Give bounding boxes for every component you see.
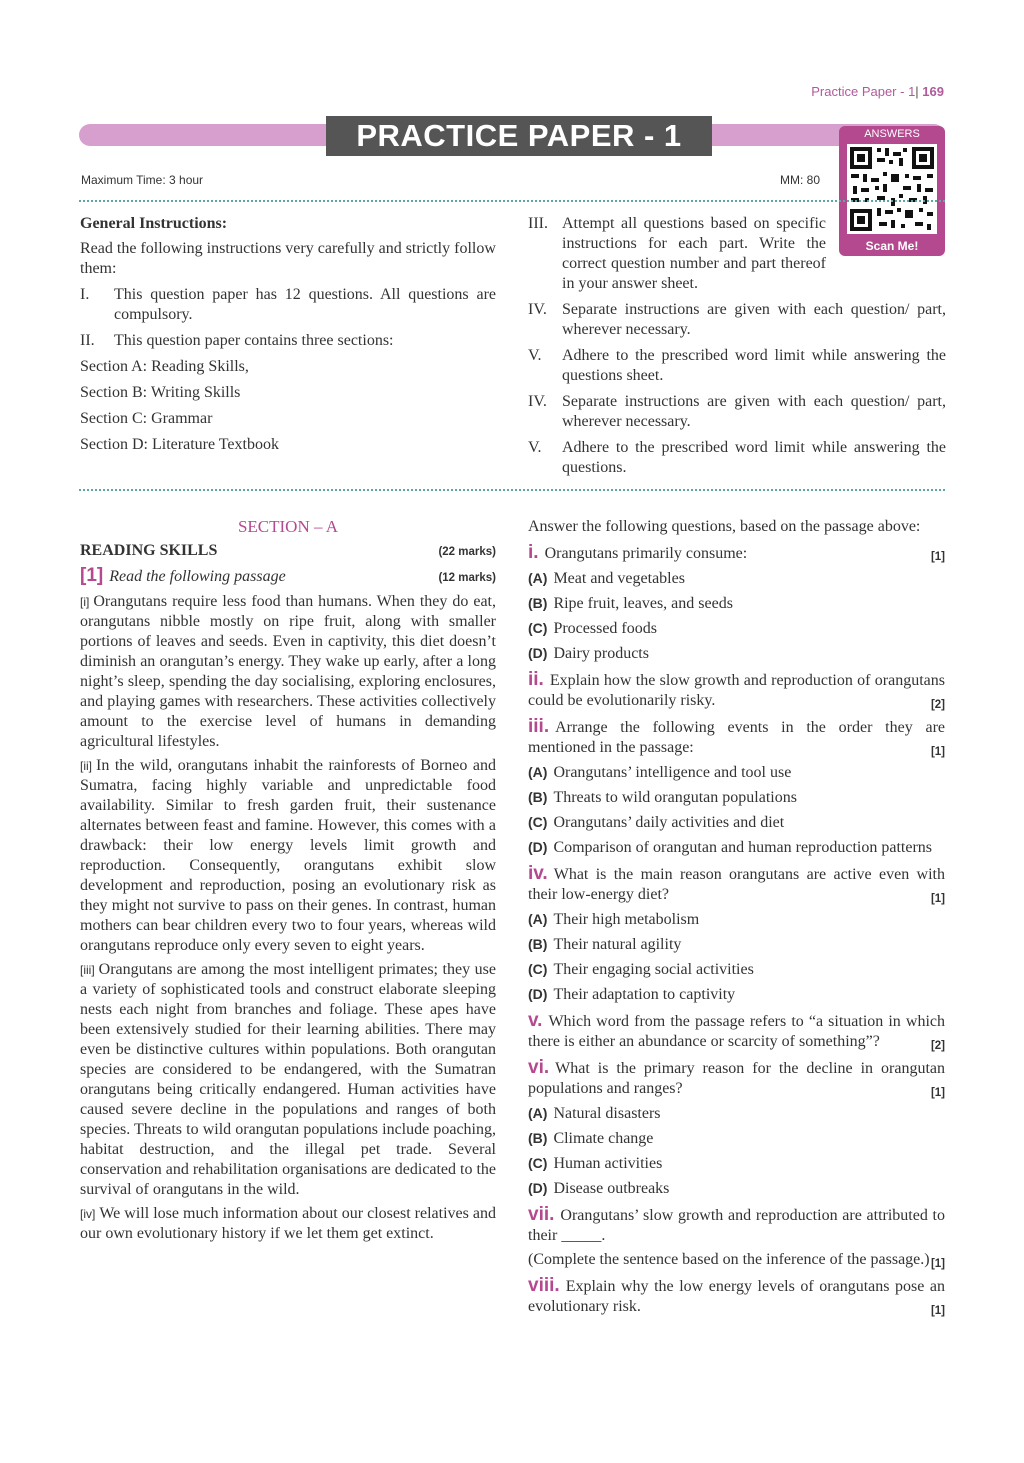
option-text: Their engaging social activities <box>553 961 754 978</box>
option[interactable] <box>528 643 945 664</box>
paragraph-tag: [iii] <box>80 963 95 977</box>
instruction-text: Separate instructions are given with each question/ part, wherever necessary. <box>562 393 946 430</box>
instruction-item <box>528 300 946 340</box>
passage-paragraph <box>80 960 496 1200</box>
option-text: Orangutans’ intelligence and tool use <box>553 764 792 781</box>
option-letter: (D) <box>528 1180 548 1196</box>
instruction-text: This question paper contains three sections: <box>114 332 394 349</box>
running-separator: | <box>915 84 923 99</box>
passage-column <box>80 517 496 1248</box>
paragraph-text: In the wild, orangutans inhabit the rainforests of Borneo and Sumatra, facing highly variable and unpredictable food availability. Similar to fresh garden fruit, their sustenance alternates between feast and famine. However, this comes with a drawback: their low energy levels limit growth and reproduction. Consequently, orangutans exhibit slow development and reproduction, posing an evolutionary risk as they might not survive to pass on their genes. In contrast, human mothers can bear children every two to four years, whereas wild orangutans reproduce only every seven to eight years. <box>80 757 496 954</box>
question-number: v. <box>528 1010 543 1031</box>
option-letter: (A) <box>528 1105 548 1121</box>
question-item <box>528 1058 945 1099</box>
instruction-number: V. <box>528 439 542 456</box>
question-text: Orangutans’ slow growth and reproduction are attributed to their _____. <box>528 1207 945 1244</box>
option-text: Comparison of orangutan and human reproduction patterns <box>553 839 933 856</box>
question-number: vii. <box>528 1204 555 1225</box>
passage-paragraph <box>80 756 496 956</box>
section-list-item: Section D: Literature Textbook <box>80 436 279 453</box>
question-number: iii. <box>528 716 550 737</box>
question-note <box>528 1250 945 1270</box>
instruction-text: Adhere to the prescribed word limit while answering the questions sheet. <box>562 347 946 384</box>
question-text: What is the main reason orangutans are active even with their low-energy diet? <box>528 866 945 903</box>
option-letter: (D) <box>528 645 548 661</box>
max-marks: MM: 80 <box>780 173 821 187</box>
general-instructions-right <box>528 214 946 484</box>
paragraph-text: Orangutans are among the most intelligent primates; they use a variety of sophisticated tools and construct elaborate sleeping nests each night from branches and foliage. These apes have been extensively studied for their learning abilities. There may even be distinctive cultures within populations. Both orangutan species are considered to be endangered, with the Sumatran orangutans being critically endangered. Human activities have caused severe decline in the populations and ranges of both species. Threats to wild orangutan populations include poaching, habitat destruction, and the illegal pet trade. Several conservation and rehabilitation organisations are dedicated to the survival of orangutans in the wild. <box>80 961 497 1198</box>
option-text: Climate change <box>553 1130 654 1147</box>
instruction-number: III. <box>528 215 548 232</box>
running-head <box>811 84 944 99</box>
question-note-text: (Complete the sentence based on the inference of the passage.) <box>528 1251 930 1268</box>
page-number: 169 <box>922 84 944 99</box>
question-1-text: Read the following passage <box>109 568 286 585</box>
paragraph-tag: [iv] <box>80 1207 96 1221</box>
option-letter: (B) <box>528 595 548 611</box>
option[interactable] <box>528 909 945 930</box>
option-text: Their natural agility <box>553 936 682 953</box>
question-marks: [1] <box>930 746 945 758</box>
question-number: iv. <box>528 863 548 884</box>
divider-middle <box>79 489 945 491</box>
question-marks: [1] <box>930 893 945 905</box>
divider-top <box>79 200 945 202</box>
question-item <box>528 1276 945 1317</box>
option-text: Meat and vegetables <box>553 570 685 587</box>
instruction-text: Attempt all questions based on specific instructions for each part. Write the correct question number and part thereof in your answer sheet. <box>562 215 826 292</box>
instruction-number: IV. <box>528 393 547 410</box>
option[interactable] <box>528 618 945 639</box>
instruction-item <box>80 331 496 351</box>
paragraph-text: We will lose much information about our closest relatives and our own evolutionary history if we let them get extinct. <box>80 1205 496 1242</box>
instruction-item <box>528 438 946 478</box>
option-text: Their adaptation to captivity <box>553 986 736 1003</box>
questions-column <box>528 517 945 1321</box>
question-1-number: [1] <box>80 565 104 586</box>
question-item <box>528 1011 945 1052</box>
paragraph-tag: [ii] <box>80 759 92 773</box>
question-marks: [2] <box>930 1040 945 1052</box>
option-text: Ripe fruit, leaves, and seeds <box>553 595 733 612</box>
option-text: Processed foods <box>553 620 657 637</box>
option[interactable] <box>528 1153 945 1174</box>
question-item <box>528 670 945 711</box>
option[interactable] <box>528 762 945 783</box>
instruction-number: IV. <box>528 301 547 318</box>
paragraph-text: Orangutans require less food than humans. When they do eat, orangutans nibble mostly on ripe fruit, along with smaller portions of leaves and seeds. Even in captivity, this diet doesn’t diminish an orangutan’s energy. They wake up early, after a long night’s sleep, spending the day socialising, exploring enclosures, and playing games with researchers. These activities collectively amount to the exercise level of humans in demanding agricultural lifestyles. <box>80 593 496 750</box>
section-list-item: Section A: Reading Skills, <box>80 358 249 375</box>
passage-paragraph <box>80 1204 496 1244</box>
option-letter: (C) <box>528 620 548 636</box>
option[interactable] <box>528 787 945 808</box>
question-marks: [2] <box>930 699 945 711</box>
reading-skills-heading: READING SKILLS <box>80 542 218 559</box>
question-marks: [1] <box>930 1258 945 1270</box>
instructions-heading: General Instructions: <box>80 215 228 232</box>
section-list-item: Section B: Writing Skills <box>80 384 241 401</box>
option-text: Natural disasters <box>553 1105 661 1122</box>
option-text: Disease outbreaks <box>553 1180 670 1197</box>
option[interactable] <box>528 812 945 833</box>
running-title: Practice Paper - 1 <box>811 84 916 99</box>
question-marks: [1] <box>930 1087 945 1099</box>
qr-bottom-label: Scan Me! <box>865 239 919 253</box>
option-letter: (B) <box>528 1130 548 1146</box>
instruction-text: Separate instructions are given with each question/ part, wherever necessary. <box>562 301 946 338</box>
option[interactable] <box>528 568 945 589</box>
instruction-text: Adhere to the prescribed word limit while answering the questions. <box>562 439 946 476</box>
qr-top-label: ANSWERS <box>864 128 920 140</box>
option-text: Dairy products <box>553 645 649 662</box>
instruction-number: V. <box>528 347 542 364</box>
question-text: Orangutans primarily consume: <box>544 545 748 562</box>
max-time: Maximum Time: 3 hour <box>81 173 204 187</box>
option-letter: (B) <box>528 789 548 805</box>
section-title: SECTION – A <box>237 517 339 536</box>
question-text: Explain why the low energy levels of orangutans pose an evolutionary risk. <box>528 1278 945 1315</box>
option-text: Human activities <box>553 1155 663 1172</box>
option-letter: (D) <box>528 839 548 855</box>
instruction-number: II. <box>80 332 95 349</box>
option[interactable] <box>528 1128 945 1149</box>
option-letter: (C) <box>528 961 548 977</box>
instruction-item <box>80 285 496 325</box>
question-1-marks: (12 marks) <box>438 572 496 584</box>
option[interactable] <box>528 1178 945 1199</box>
instruction-number: I. <box>80 286 90 303</box>
question-text: Arrange the following events in the order they are mentioned in the passage: <box>528 719 945 756</box>
page-title: PRACTICE PAPER - 1 <box>326 116 712 156</box>
instructions-intro: Read the following instructions very carefully and strictly follow them: <box>80 240 496 277</box>
question-item <box>528 543 945 564</box>
option-letter: (A) <box>528 764 548 780</box>
reading-skills-marks: (22 marks) <box>438 546 496 558</box>
instruction-text: This question paper has 12 questions. All questions are compulsory. <box>114 286 496 323</box>
reading-skills-row <box>80 541 496 562</box>
option-letter: (C) <box>528 814 548 830</box>
instruction-item <box>528 346 946 386</box>
option-letter: (A) <box>528 570 548 586</box>
question-number: ii. <box>528 669 544 690</box>
question-text: Explain how the slow growth and reproduction of orangutans could be evolutionarily risky. <box>528 672 945 709</box>
option[interactable] <box>528 984 945 1005</box>
question-1-row <box>80 566 496 588</box>
questions-intro: Answer the following questions, based on the passage above: <box>528 518 921 535</box>
question-text: Which word from the passage refers to “a situation in which there is either an abundance or scarcity of something”? <box>528 1013 945 1050</box>
option-text: Orangutans’ daily activities and diet <box>553 814 785 831</box>
passage-paragraph <box>80 592 496 752</box>
option[interactable] <box>528 837 945 858</box>
question-marks: [1] <box>930 551 945 563</box>
option-letter: (B) <box>528 936 548 952</box>
instruction-item <box>528 214 946 294</box>
instruction-item <box>528 392 946 432</box>
option-letter: (D) <box>528 986 548 1002</box>
question-item <box>528 1205 945 1246</box>
general-instructions-left <box>80 214 496 461</box>
question-number: i. <box>528 542 539 563</box>
option-letter: (C) <box>528 1155 548 1171</box>
question-text: What is the primary reason for the decline in orangutan populations and ranges? <box>528 1060 945 1097</box>
option-text: Threats to wild orangutan populations <box>553 789 797 806</box>
question-number: viii. <box>528 1275 560 1296</box>
question-number: vi. <box>528 1057 550 1078</box>
option-letter: (A) <box>528 911 548 927</box>
option[interactable] <box>528 959 945 980</box>
option[interactable] <box>528 934 945 955</box>
option-text: Their high metabolism <box>553 911 700 928</box>
question-marks: [1] <box>930 1305 945 1317</box>
question-item <box>528 717 945 758</box>
option[interactable] <box>528 1103 945 1124</box>
question-item <box>528 864 945 905</box>
section-list-item: Section C: Grammar <box>80 410 213 427</box>
paragraph-tag: [i] <box>80 595 90 609</box>
option[interactable] <box>528 593 945 614</box>
